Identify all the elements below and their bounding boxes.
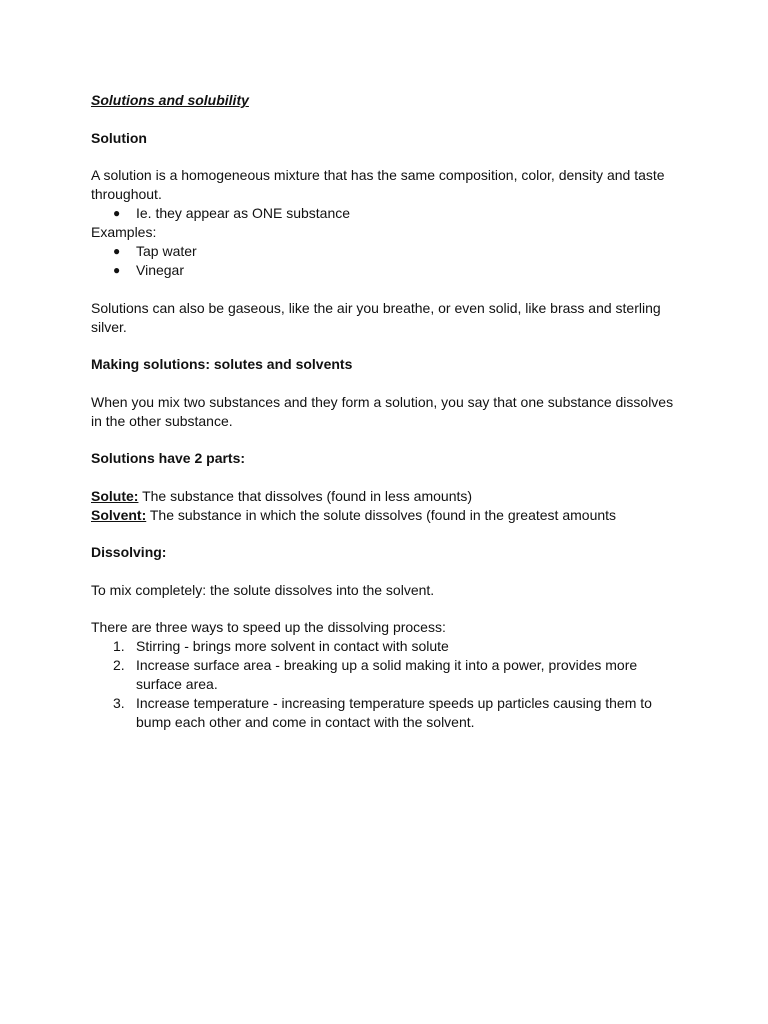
- list-item-text: Increase surface area - breaking up a solid making it into a power, provides more surface area.: [136, 657, 638, 692]
- solvent-text: The substance in which the solute dissolves (found in the greatest amounts: [146, 506, 617, 523]
- list-item: [91, 637, 681, 656]
- spacer: [91, 431, 681, 450]
- spacer: [91, 468, 681, 487]
- examples-label: Examples:: [91, 224, 157, 240]
- list-item: [91, 694, 681, 732]
- list-item-text: Stirring - brings more solvent in contact with solute: [136, 638, 449, 654]
- list-item-text: Increase temperature - increasing temperature speeds up particles causing them to bump each other and come in contact with the solvent.: [136, 695, 652, 730]
- heading-solution: Solution: [91, 129, 147, 146]
- document-body: [91, 91, 681, 732]
- list-item: [91, 261, 681, 280]
- spacer: [91, 280, 681, 299]
- spacer: [91, 148, 681, 167]
- ways-intro: There are three ways to speed up the dissolving process:: [91, 619, 446, 635]
- spacer: [91, 337, 681, 356]
- dissolving-definition: To mix completely: the solute dissolves into the solvent.: [91, 581, 435, 598]
- list-item: [91, 204, 681, 223]
- heading-solution-parts: Solutions have 2 parts:: [91, 450, 246, 466]
- heading-dissolving: Dissolving:: [91, 544, 167, 560]
- solute-label: Solute:: [91, 487, 139, 504]
- solvent-definition: [91, 506, 681, 525]
- examples-list: [91, 242, 681, 280]
- list-number: 3.: [113, 695, 125, 711]
- bullet-icon: ●: [113, 263, 121, 277]
- spacer: [91, 110, 681, 129]
- spacer: [91, 374, 681, 393]
- solute-definition: [91, 487, 681, 506]
- making-solutions-text: When you mix two substances and they form a solution, you say that one substance dissolves in the other substance.: [91, 393, 674, 429]
- ways-list: [91, 637, 681, 732]
- spacer: [91, 562, 681, 581]
- heading-making-solutions: Making solutions: solutes and solvents: [91, 356, 353, 372]
- list-number: 2.: [113, 657, 125, 673]
- solution-definition: A solution is a homogeneous mixture that has the same composition, color, density and taste throughout.: [91, 167, 665, 202]
- spacer: [91, 600, 681, 619]
- solvent-label: Solvent:: [91, 506, 147, 523]
- list-item-text: Tap water: [136, 243, 197, 259]
- list-item-text: Ie. they appear as ONE substance: [136, 205, 351, 221]
- solute-text: The substance that dissolves (found in less amounts): [138, 487, 473, 504]
- list-number: 1.: [113, 638, 125, 654]
- list-item-text: Vinegar: [136, 262, 185, 278]
- document-title: Solutions and solubility: [91, 92, 249, 108]
- states-note: Solutions can also be gaseous, like the air you breathe, or even solid, like brass and sterling silver.: [91, 299, 661, 335]
- bullet-icon: ●: [113, 244, 121, 258]
- list-item: [91, 656, 681, 694]
- list-item: [91, 242, 681, 261]
- bullet-icon: ●: [113, 206, 121, 220]
- definition-bullet-list: [91, 204, 681, 223]
- spacer: [91, 525, 681, 544]
